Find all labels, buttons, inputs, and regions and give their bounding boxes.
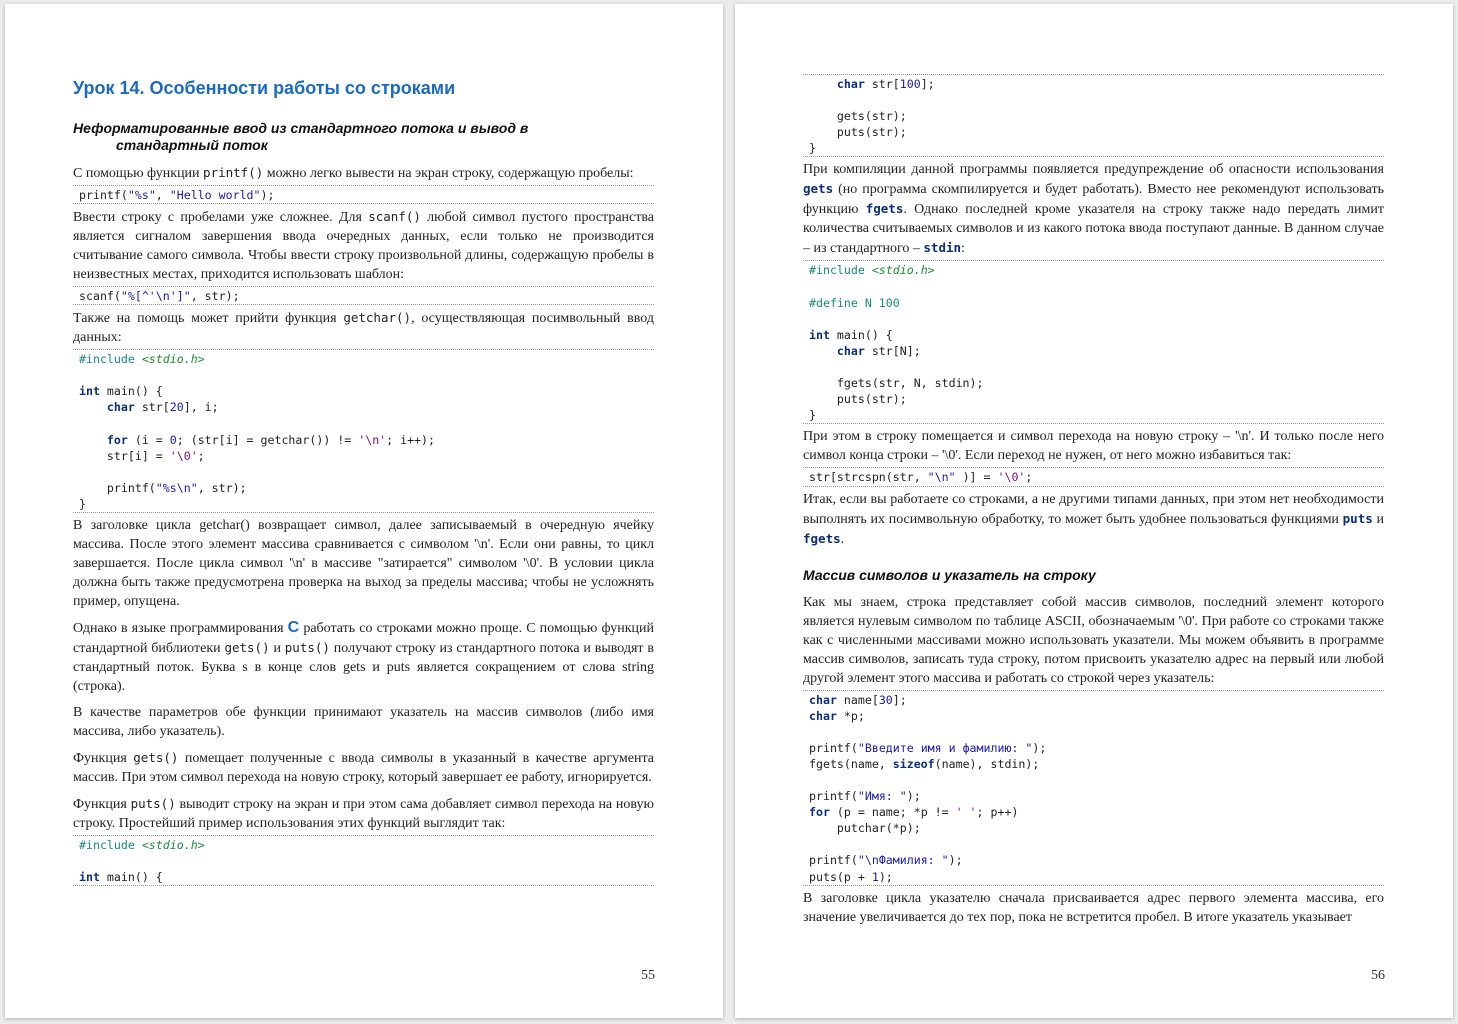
page-right [735,4,1453,1018]
paragraph-pointer-explain: В заголовке цикла указателю сначала присваивается адрес первого элемента массива, его значение увеличивается до тех пор, пока не встретится пробел. В итоге указатель указывает [803,890,1384,925]
paragraph-scanf: Ввести строку с пробелами уже сложнее. Для scanf() любой символ пустого пространства является сигналом завершения ввода очередных данных, если только не производится считывание самого символа. Чтобы ввести строку произвольной длины, содержащую пробелы в неизвестных местах, приходится использовать шаблон: [73,209,654,283]
code-block-getchar: #include <stdio.h> int main() { char str[20], i; for (i = 0; (str[i] = getchar()) != '\n'; i++); str[i] = '\0'; printf("%s\n", str); } [73,349,654,513]
page-left [5,4,723,1018]
code-block-scanf: scanf("%[^'\n']", str); [73,286,654,305]
section-title-unformatted-io [73,120,654,154]
section-title-char-array: Массив символов и указатель на строку [803,566,1096,583]
page-right-content [803,72,1384,934]
page-number: 55 [641,968,655,983]
section-title-line2: стандартный поток [116,137,268,153]
lesson-title: Урок 14. Особенности работы со строками [73,78,456,98]
code-block-pointer: char name[30]; char *p; printf("Введите имя и фамилию: "); fgets(name, sizeof(name), stdin); printf("Имя: "); for (p = name; *p != ' '; p++) putchar(*p); printf("\nФамилия: "); puts(p + 1); [803,690,1384,886]
paragraph-char-array: Как мы знаем, строка представляет собой массив символов, последний элемент которого является нулевым символом по таблице ASCII, обозначаемым '\0'. При работе со строками также как с численными массивами можно использовать указатели. Мы можем объявить в программе массив символов, записать туда строку, потом присвоить указателю адрес на первый или любой другой элемент этого массива и работать со строкой через указатель: [803,594,1384,686]
paragraph-fgets-warning: При компиляции данной программы появляется предупреждение об опасности использования gets (но программа скомпилируется и будет работать). Вместо нее рекомендуют использовать функцию fgets. Однако последней кроме указателя на строку также надо передать лимит количества считываемых символов и из какого потока ввода поступают данные. В данном случае – из стандартного – stdin: [803,162,1384,257]
paragraph-newline: При этом в строку помещается и символ перехода на новую строку – '\n'. И только после него символ конца строки – '\0'. Если переход не нужен, от него можно избавиться так: [803,429,1384,464]
section-title-line1: Неформатированные ввод из стандартного потока и вывод в [73,120,529,136]
paragraph-params: В качестве параметров обе функции принимают указатель на массив символов (либо имя массива, либо указатель). [73,705,654,740]
paragraph-puts: Функция puts() выводит строку на экран и при этом сама добавляет символ перехода на новую строку. Простейший пример использования этих функций выглядит так: [73,796,655,832]
code-block-strcspn: str[strcspn(str, "\n" )] = '\0'; [803,467,1384,486]
page-number: 56 [1371,968,1385,983]
paragraph-printf: С помощью функции printf() можно легко вывести на экран строку, содержащую пробелы: [73,165,634,181]
paragraph-getchar-explain: В заголовке цикла getchar() возвращает символ, далее записываемый в очередную ячейку массива. После этого элемент массива сравнивается с символом '\n'. Если они равны, то цикл завершается. После цикла символ '\n' в массиве "затирается" символом '\0'. В условии цикла должна быть также предусмотрена проверка на выход за пределы массива; чтобы не усложнять пример, опущена. [73,518,654,610]
code-block-printf: printf("%s", "Hello world"); [73,185,654,204]
paragraph-getchar: Также на помощь может прийти функция getchar(), осуществляющая посимвольный ввод данных: [73,310,654,346]
paragraph-gets: Функция gets() помещает полученные с ввода символы в указанный в качестве аргумента массив. При этом символ перехода на новую строку, который завершает ее работу, игнорируется. [73,750,654,786]
page-left-content [73,76,654,889]
paragraph-summary: Итак, если вы работаете со строками, а не другими типами данных, при этом нет необходимости выполнять их посимвольную обработку, то может быть удобнее пользоваться функциями puts и fgets. [803,491,1384,547]
code-block-gets-puts-start: #include <stdio.h> int main() { [73,835,654,886]
code-block-fgets: #include <stdio.h> #define N 100 int main() { char str[N]; fgets(str, N, stdin); puts(str); } [803,260,1384,424]
code-block-gets-puts-end: char str[100]; gets(str); puts(str); } [803,74,1384,157]
paragraph-gets-puts: Однако в языке программирования C работать со строками можно проще. С помощью функций стандартной библиотеки gets() и puts() получают строку из стандартного потока и выводят в стандартный поток. Буква s в конце слов gets и puts является сокращением от слова string (строка). [73,619,654,695]
